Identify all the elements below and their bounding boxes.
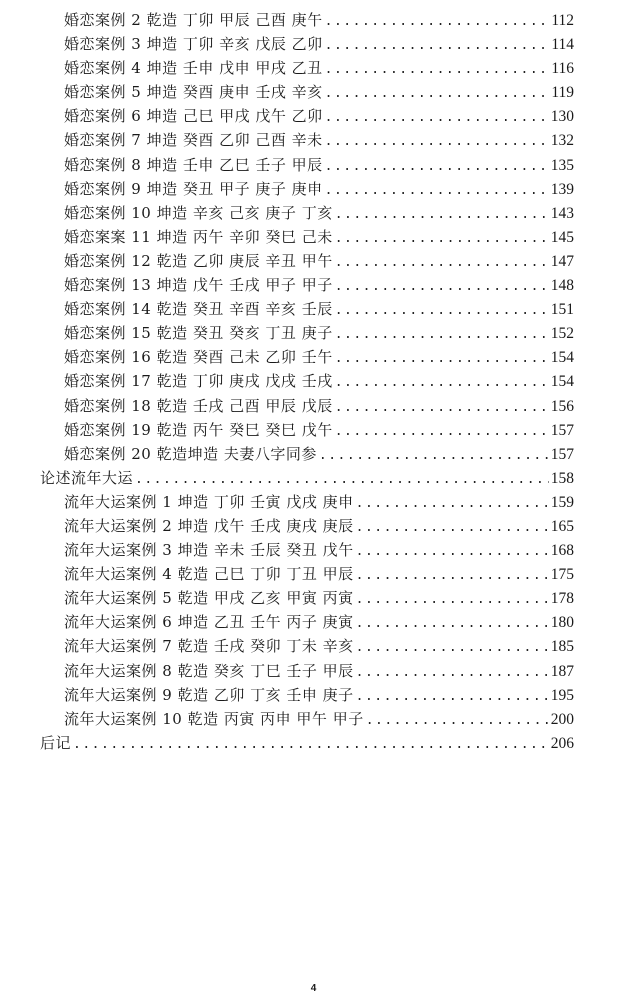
toc-entry <box>0 634 627 658</box>
toc-entry-page: 114 <box>551 36 574 54</box>
toc-entry-title: 婚恋案例 8 坤造 壬申 乙巳 壬子 甲辰 <box>64 155 323 174</box>
toc-entry-line <box>64 297 574 323</box>
toc-entry-page: 151 <box>550 301 574 319</box>
toc-entry <box>0 128 627 152</box>
toc-entry-page: 135 <box>550 156 574 174</box>
toc-entry <box>0 394 627 418</box>
toc-entry-line <box>64 128 574 154</box>
toc-entry-line <box>64 394 574 420</box>
toc-dot-leader <box>356 661 549 685</box>
toc-dot-leader <box>366 709 549 733</box>
toc-entry-page: 156 <box>550 397 574 415</box>
toc-entry <box>0 249 627 273</box>
toc-entry-line <box>64 8 574 34</box>
toc-entry-page: 165 <box>550 517 574 535</box>
toc-dot-leader <box>335 299 549 323</box>
toc-entry-title: 论述流年大运 <box>40 468 134 487</box>
toc-entry-line <box>64 273 574 299</box>
toc-entry <box>0 586 627 610</box>
toc-entry-line <box>64 345 574 371</box>
toc-entry-line <box>64 32 574 58</box>
toc-dot-leader <box>335 275 549 299</box>
toc-entry-page: 148 <box>550 277 574 295</box>
toc-entry-title: 婚恋案例 12 乾造 乙卯 庚辰 辛丑 甲午 <box>64 251 333 270</box>
toc-entry-line <box>64 153 574 179</box>
toc-dot-leader <box>325 10 550 34</box>
toc-entry-title: 婚恋案例 13 坤造 戊午 壬戌 甲子 甲子 <box>64 276 333 295</box>
toc-entry <box>0 659 627 683</box>
toc-entry-title: 婚恋案例 7 坤造 癸酉 乙卯 己酉 辛未 <box>64 131 323 150</box>
toc-entry-line <box>40 731 574 757</box>
toc-entry-title: 婚恋案例 5 坤造 癸酉 庚申 壬戌 辛亥 <box>64 83 323 102</box>
toc-entry <box>0 273 627 297</box>
toc-entry <box>0 683 627 707</box>
toc-entry-line <box>64 177 574 203</box>
toc-entry-page: 178 <box>550 590 574 608</box>
toc-entry <box>0 297 627 321</box>
toc-dot-leader <box>325 130 549 154</box>
toc-entry-page: 187 <box>550 662 574 680</box>
toc-entry <box>0 610 627 634</box>
toc-entry-line <box>64 514 574 540</box>
toc-entry <box>0 321 627 345</box>
toc-entry-page: 159 <box>550 493 574 511</box>
toc-dot-leader <box>356 612 549 636</box>
toc-dot-leader <box>356 516 549 540</box>
toc-entry <box>0 731 627 755</box>
toc-entry <box>0 32 627 56</box>
toc-entry-page: 158 <box>550 469 574 487</box>
toc-entry <box>0 201 627 225</box>
toc-entry-title: 婚恋案例 20 乾造坤造 夫妻八字同参 <box>64 444 317 463</box>
toc-entry-line <box>64 56 574 82</box>
toc-entry-page: 180 <box>550 614 574 632</box>
toc-entry-title: 婚恋案例 9 坤造 癸丑 甲子 庚子 庚申 <box>64 179 323 198</box>
toc-dot-leader <box>335 203 549 227</box>
toc-entry-page: 175 <box>550 566 574 584</box>
toc-entry-page: 154 <box>550 349 574 367</box>
toc-dot-leader <box>325 106 549 130</box>
toc-entry <box>0 514 627 538</box>
toc-dot-leader <box>335 227 549 251</box>
toc-entry-title: 流年大运案例 4 乾造 己巳 丁卯 丁丑 甲辰 <box>64 565 354 584</box>
toc-entry-page: 154 <box>550 373 574 391</box>
toc-entry-line <box>64 538 574 564</box>
toc-entry-title: 婚恋案例 4 坤造 壬申 戊申 甲戌 乙丑 <box>64 59 323 78</box>
toc-entry-line <box>64 562 574 588</box>
toc-entry <box>0 345 627 369</box>
toc-dot-leader <box>356 588 549 612</box>
toc-entry-title: 流年大运案例 10 乾造 丙寅 丙申 甲午 甲子 <box>64 709 364 728</box>
toc-dot-leader <box>356 564 549 588</box>
toc-entry-page: 130 <box>550 108 574 126</box>
toc-entry-title: 婚恋案例 14 乾造 癸丑 辛酉 辛亥 壬辰 <box>64 300 333 319</box>
toc-entry-title: 后记 <box>40 733 72 752</box>
toc-entry-title: 流年大运案例 3 坤造 辛未 壬辰 癸丑 戊午 <box>64 541 354 560</box>
toc-dot-leader <box>73 733 549 757</box>
toc-entry-title: 流年大运案例 8 乾造 癸亥 丁巳 壬子 甲辰 <box>64 661 354 680</box>
toc-dot-leader <box>335 347 549 371</box>
toc-entry-line <box>64 683 574 709</box>
toc-entry-title: 流年大运案例 6 坤造 乙丑 壬午 丙子 庚寅 <box>64 613 354 632</box>
toc-dot-leader <box>325 155 549 179</box>
page-number: 4 <box>310 983 317 994</box>
toc-entry <box>0 442 627 466</box>
toc-entry-page: 139 <box>550 180 574 198</box>
toc-entry-title: 流年大运案例 2 坤造 戊午 壬戌 庚戌 庚辰 <box>64 516 354 535</box>
toc-entry-title: 婚恋案案 11 坤造 丙午 辛卯 癸巳 己未 <box>64 227 333 246</box>
toc-dot-leader <box>325 58 550 82</box>
toc-dot-leader <box>335 371 549 395</box>
toc-entry-line <box>64 201 574 227</box>
toc-entry-page: 119 <box>551 84 574 102</box>
toc-dot-leader <box>319 444 549 468</box>
toc-entry-line <box>64 586 574 612</box>
toc-entry-title: 婚恋案例 3 坤造 丁卯 辛亥 戊辰 乙卯 <box>64 35 323 54</box>
toc-entry-line <box>64 104 574 130</box>
toc-entry-line <box>40 466 574 492</box>
toc-entry-title: 婚恋案例 6 坤造 己巳 甲戌 戊午 乙卯 <box>64 107 323 126</box>
toc-entry-page: 152 <box>550 325 574 343</box>
toc-entry-page: 206 <box>550 734 574 752</box>
toc-entry-title: 婚恋案例 10 坤造 辛亥 己亥 庚子 丁亥 <box>64 203 333 222</box>
toc-entry-page: 147 <box>550 252 574 270</box>
toc-entry-line <box>64 321 574 347</box>
toc-entry-page: 195 <box>550 686 574 704</box>
toc-entry <box>0 56 627 80</box>
toc-entry-line <box>64 707 574 733</box>
toc-entry-line <box>64 80 574 106</box>
toc-entry-title: 婚恋案例 19 乾造 丙午 癸巳 癸巳 戊午 <box>64 420 333 439</box>
toc-entry <box>0 562 627 586</box>
toc-entry-line <box>64 490 574 516</box>
toc-dot-leader <box>325 34 550 58</box>
toc-entry-page: 112 <box>551 12 574 29</box>
toc-dot-leader <box>356 540 549 564</box>
toc-dot-leader <box>335 420 549 444</box>
toc-dot-leader <box>335 251 549 275</box>
toc-entry-title: 婚恋案例 15 乾造 癸丑 癸亥 丁丑 庚子 <box>64 324 333 343</box>
toc-entry-page: 157 <box>550 445 574 463</box>
toc-entry-title: 流年大运案例 9 乾造 乙卯 丁亥 壬申 庚子 <box>64 685 354 704</box>
toc-entry-page: 132 <box>550 132 574 150</box>
toc-entry-line <box>64 442 574 468</box>
toc-entry-title: 婚恋案例 2 乾造 丁卯 甲辰 己酉 庚午 <box>64 11 323 29</box>
toc-dot-leader <box>335 396 549 420</box>
toc-dot-leader <box>135 468 549 492</box>
toc-entry-page: 200 <box>550 710 574 728</box>
toc-entry <box>0 153 627 177</box>
toc-entry-page: 145 <box>550 228 574 246</box>
toc-entry <box>0 177 627 201</box>
toc-entry-title: 婚恋案例 16 乾造 癸酉 己未 乙卯 壬午 <box>64 348 333 367</box>
toc-entry-line <box>64 249 574 275</box>
toc-entry <box>0 707 627 731</box>
toc-entry <box>0 225 627 249</box>
toc-entry-line <box>64 659 574 685</box>
toc-entry-page: 168 <box>550 542 574 560</box>
toc-entry <box>0 466 627 490</box>
toc-entry-title: 婚恋案例 18 乾造 壬戌 己酉 甲辰 戊辰 <box>64 396 333 415</box>
toc-entry-line <box>64 418 574 444</box>
toc-entry-page: 116 <box>551 60 574 78</box>
toc-entry <box>0 418 627 442</box>
toc-entry-page: 143 <box>550 204 574 222</box>
toc-dot-leader <box>356 636 549 660</box>
toc-dot-leader <box>325 179 549 203</box>
toc-entry-page: 157 <box>550 421 574 439</box>
toc-entry-line <box>64 610 574 636</box>
toc-entry-line <box>64 225 574 251</box>
toc-entry-line <box>64 634 574 660</box>
toc-entry-title: 婚恋案例 17 乾造 丁卯 庚戌 戊戌 壬戌 <box>64 372 333 391</box>
toc-dot-leader <box>335 323 549 347</box>
toc-entry <box>0 369 627 393</box>
toc-entry <box>0 8 627 32</box>
toc-entry-title: 流年大运案例 5 乾造 甲戌 乙亥 甲寅 丙寅 <box>64 589 354 608</box>
toc-entry-title: 流年大运案例 1 坤造 丁卯 壬寅 戊戌 庚申 <box>64 492 354 511</box>
toc-entry-line <box>64 369 574 395</box>
toc-entry <box>0 490 627 514</box>
toc-entry <box>0 538 627 562</box>
toc-entry <box>0 104 627 128</box>
toc-dot-leader <box>356 492 549 516</box>
toc-entry-title: 流年大运案例 7 乾造 壬戌 癸卯 丁未 辛亥 <box>64 637 354 656</box>
toc-dot-leader <box>325 82 550 106</box>
toc-dot-leader <box>356 685 549 709</box>
toc-entry <box>0 80 627 104</box>
table-of-contents <box>0 8 627 755</box>
toc-entry-page: 185 <box>550 638 574 656</box>
